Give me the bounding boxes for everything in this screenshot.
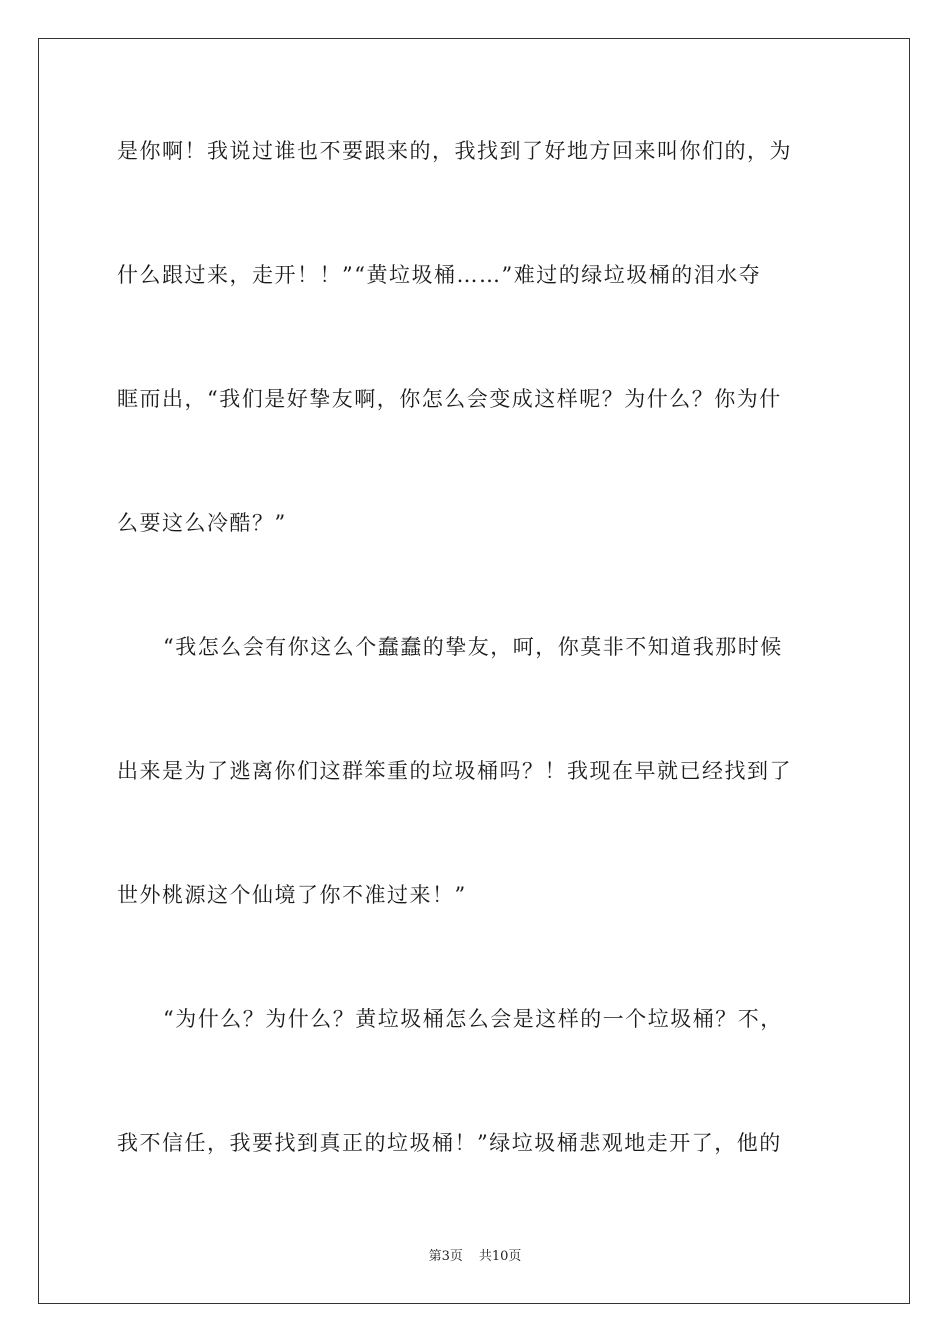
text-line: 是你啊！我说过谁也不要跟来的，我找到了好地方回来叫你们的，为	[117, 139, 792, 163]
text-line: 出来是为了逃离你们这群笨重的垃圾桶吗？！我现在早就已经找到了	[117, 759, 792, 783]
text-line: 什么跟过来，走开！！”“黄垃圾桶……”难过的绿垃圾桶的泪水夺	[117, 263, 762, 287]
text-line: 么要这么冷酷？”	[117, 511, 287, 535]
text-line: 我不信任，我要找到真正的垃圾桶！”绿垃圾桶悲观地走开了，他的	[117, 1131, 782, 1155]
text-line: 世外桃源这个仙境了你不准过来！”	[117, 883, 467, 907]
page-footer	[0, 1249, 950, 1265]
page-number-current: 第3页	[428, 1249, 463, 1264]
text-line: 眶而出，“我们是好挚友啊，你怎么会变成这样呢？为什么？你为什	[117, 387, 782, 411]
paragraph-start-line: “为什么？为什么？黄垃圾桶怎么会是这样的一个垃圾桶？不，	[163, 1007, 783, 1031]
paragraph-start-line: “我怎么会有你这么个蠢蠢的挚友，呵，你莫非不知道我那时候	[163, 635, 783, 659]
page-number-total: 共10页	[478, 1249, 522, 1264]
page-border	[38, 38, 910, 1304]
